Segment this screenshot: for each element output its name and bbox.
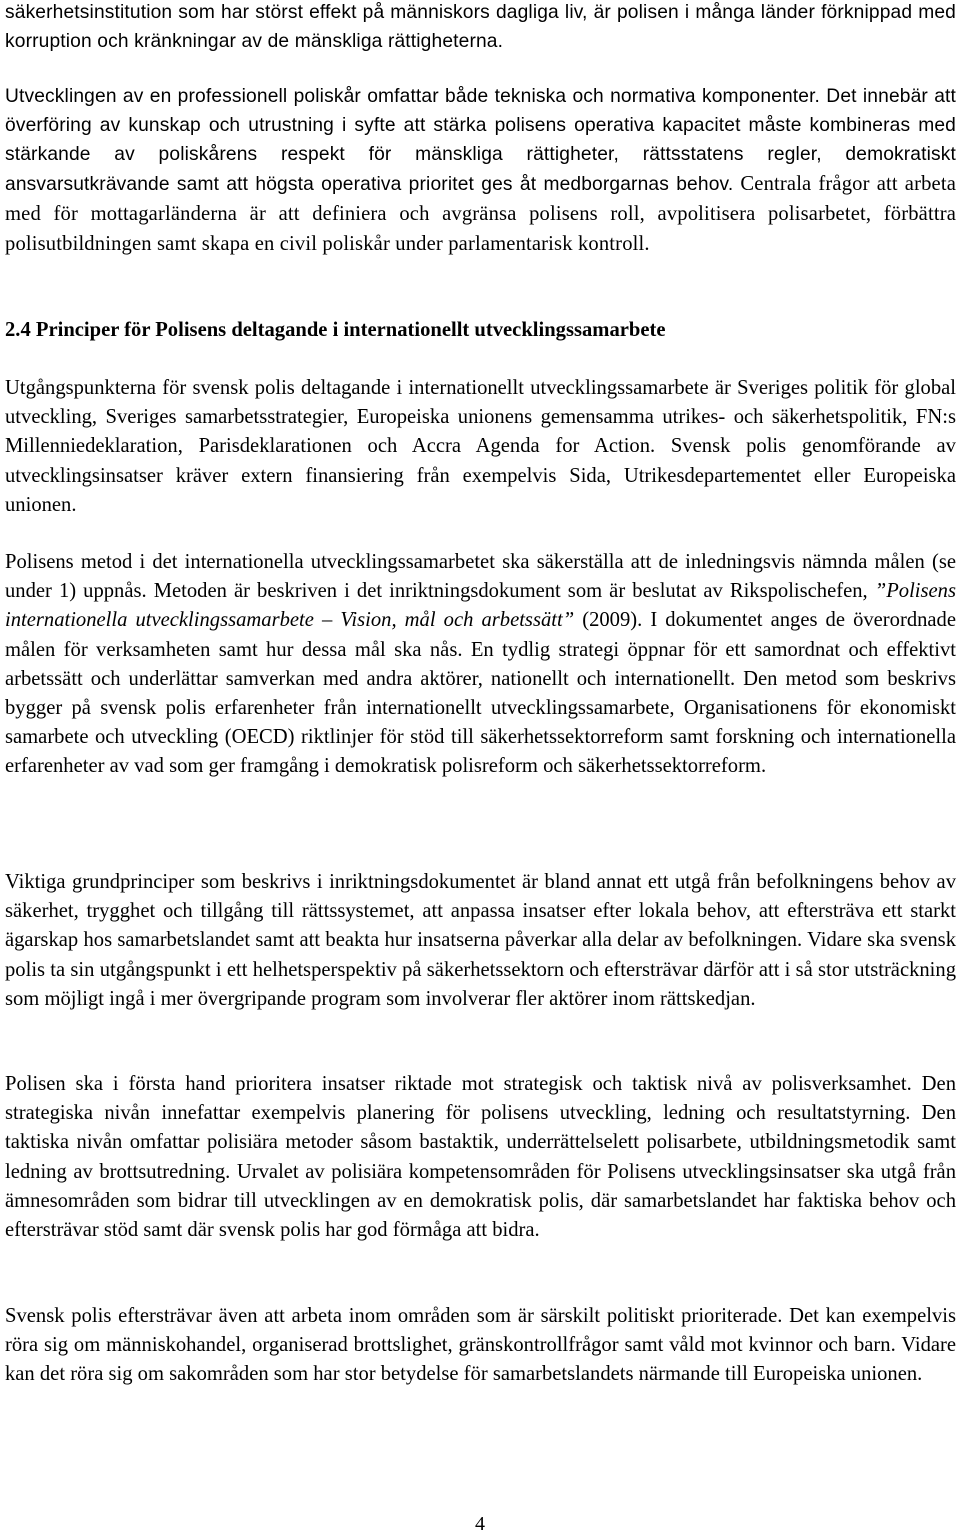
paragraph-principles [5, 868, 956, 1014]
paragraph-method-part2: (2009). I dokumentet anges de överordnade målen för verksamheten samt hur dessa mål ska nås. En tydlig strategi öppnar för ett samordnat och effektivt arbetssätt och underlättar samverkan med andra aktörer, nationellt och internationellt. Den metod som beskrivs bygger på svensk polis erfarenheter från internationellt utvecklingssamarbete, Organisationens för ekonomiskt samarbete och utveckling (OECD) riktlinjer för stöd till säkerhetssektorreform samt forskning och internationella erfarenheter av vad som ger framgång i demokratisk polisreform och säkerhetssektorreform. [5, 609, 956, 778]
paragraph-starting-points-part2: Svensk polis genomförande av utvecklingsinsatser kräver extern finansiering från exempelvis Sida, Utrikesdepartementet eller Europeiska unionen. [5, 435, 956, 516]
paragraph-professional-police [5, 83, 956, 259]
paragraph-professional-police-part1: Utvecklingen av en professionell poliskår omfattar både tekniska och normativa komponenter. Det innebär att överföring av kunskap och utrustning i syfte att stärka polisens operativa kapacitet måste kombineras med stärkande av poliskårens respekt för mänskliga rättigheter, rättsstatens regler, demokratiskt ansvarsutkrävande samt att högsta operativa prioritet ges åt medborgarnas behov. [5, 86, 956, 195]
paragraph-political-priorities: Svensk polis eftersträvar även att arbeta inom områden som är särskilt politiskt prioriterade. Det kan exempelvis röra sig om människohandel, organiserad brottslighet, gränskontrollfrågor samt våld mot kvinnor och barn. Vidare kan det röra sig om sakområden som har stor betydelse för samarbetslandets närmande till Europeiska unionen. [5, 1305, 956, 1386]
paragraph-method-part1: Polisens metod i det internationella utvecklingssamarbetet ska säkerställa att de inledningsvis nämnda målen (se under 1) uppnås. Metoden är beskriven i det inriktningsdokument som är beslutat av Rikspolischefen, [5, 551, 956, 603]
paragraph-method [5, 548, 956, 782]
paragraph-principles-part2: Vidare ska svensk polis ta sin utgångspunkt i ett helhetsperspektiv på säkerhetssektorn och eftersträvar därför att i så stor utsträckning som möjligt ingå i mer övergripande program som involverar fler aktörer inom rättskedjan. [5, 929, 956, 1010]
paragraph-continuation: säkerhetsinstitution som har störst effekt på människors dagliga liv, är polisen i många länder förknippad med korruption och kränkningar av de mänskliga rättigheterna. [5, 2, 956, 52]
page-number: 4 [475, 1513, 485, 1535]
paragraph-principles-part1: Viktiga grundprinciper som beskrivs i inriktningsdokumentet är bland annat ett utgå från befolkningens behov av säkerhet, trygghet och tillgång till rättssystemet, att anpassa insatser efter lokala behov, att eftersträva ett starkt ägarskap hos samarbetslandet samt att beakta hur insatserna påverkar alla delar av befolkningen. [5, 871, 956, 952]
paragraph-priorities: Polisen ska i första hand prioritera insatser riktade mot strategisk och taktisk nivå av polisverksamhet. Den strategiska nivån innefattar exempelvis planering för polisens utveckling, ledning och resultatstyrning. Den taktiska nivån omfattar polisiära metoder såsom bastaktik, underrättelselett polisarbete, utbildningsmetodik samt ledning av brottsutredning. Urvalet av polisiära kompetensområden för Polisens utvecklingsinsatser ska utgå från ämnesområden som bidrar till utvecklingen av en demokratisk polis, där samarbetslandet har faktiska behov och eftersträvar stöd samt där svensk polis har god förmåga att bidra. [5, 1073, 956, 1242]
paragraph-professional-police-part2: Centrala frågor att arbeta med för mottagarländerna är att definiera och avgränsa polisens roll, avpolitisera polisarbetet, förbättra polisutbildningen samt skapa en civil poliskår under parlamentarisk kontroll. [5, 172, 956, 255]
section-heading: 2.4 Principer för Polisens deltagande i internationellt utvecklingssamarbete [5, 319, 666, 341]
document-title-citation: ”Polisens internationella utvecklingssamarbete – Vision, mål och arbetssätt” [5, 580, 956, 632]
paragraph-starting-points [5, 374, 956, 520]
paragraph-starting-points-part1: Utgångspunkterna för svensk polis deltagande i internationellt utvecklingssamarbete är Sveriges politik för global utveckling, Sveriges samarbetsstrategier, Europeiska unionens gemensamma utrikes- och säkerhetspolitik, FN:s Millenniedeklaration, Parisdeklarationen och Accra Agenda for Action. [5, 377, 956, 458]
